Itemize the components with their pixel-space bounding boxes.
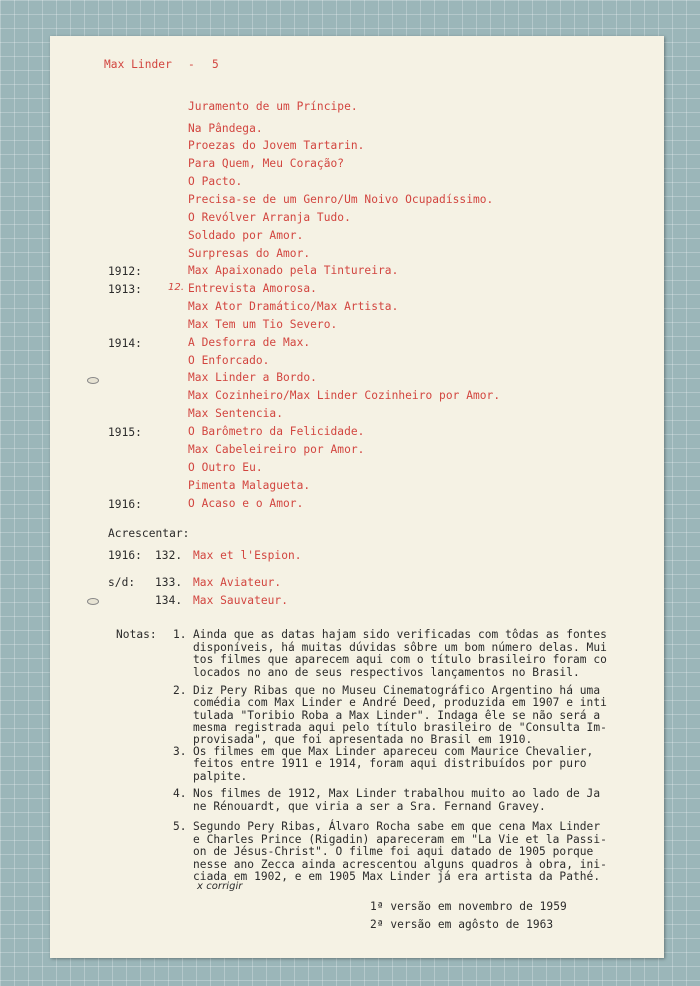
film-title: Pimenta Malagueta. xyxy=(188,479,311,492)
film-title: O Barômetro da Felicidade. xyxy=(188,425,365,438)
film-title: Max Ator Dramático/Max Artista. xyxy=(188,300,399,313)
note-line: e Charles Prince (Rigadin) apareceram em "La Vie et la Passi- xyxy=(193,832,607,846)
film-year: 1916: xyxy=(108,498,142,511)
film-title: O Outro Eu. xyxy=(188,461,263,474)
note-line: Segundo Pery Ribas, Álvaro Rocha sabe em que cena Max Linder xyxy=(193,820,601,833)
note-line: tos filmes que aparecem aqui com o título brasileiro foram co xyxy=(193,653,607,667)
acrescentar-title: Max Sauvateur. xyxy=(193,594,288,607)
film-title: Max Tem um Tio Severo. xyxy=(188,318,338,331)
notes-label: Notas: xyxy=(116,628,157,641)
note-number: 4. xyxy=(173,787,187,800)
note-line: feitos entre 1911 e 1914, foram aqui distribuídos por puro xyxy=(193,757,587,771)
note-line: palpite. xyxy=(193,769,248,783)
header-separator: - xyxy=(188,58,195,71)
note-line: locados no ano de seus respectivos lançamentos no Brasil. xyxy=(193,665,580,679)
acrescentar-number: 132. xyxy=(155,549,183,562)
handwritten-note: x corrigir xyxy=(197,881,243,892)
version-line: 1ª versão em novembro de 1959 xyxy=(370,900,567,913)
film-title: Max Linder a Bordo. xyxy=(188,371,317,384)
note-line: ciada em 1902, e em 1905 Max Linder já era artista da Pathé. xyxy=(193,870,601,884)
note-line: on de Jésus-Christ". O filme foi aqui datado de 1905 porque xyxy=(193,845,594,859)
note-line: Ainda que as datas hajam sido verificadas com tôdas as fontes xyxy=(193,628,607,641)
film-title: Proezas do Jovem Tartarin. xyxy=(188,139,365,152)
header-name: Max Linder xyxy=(104,58,172,71)
acrescentar-heading: Acrescentar: xyxy=(108,527,190,540)
film-title: O Enforcado. xyxy=(188,354,270,367)
film-title: Entrevista Amorosa. xyxy=(188,282,317,295)
punch-hole xyxy=(87,377,99,384)
film-title: Para Quem, Meu Coração? xyxy=(188,157,345,170)
film-title: Precisa-se de um Genro/Um Noivo Ocupadíssimo. xyxy=(188,193,494,206)
note-number: 1. xyxy=(173,628,187,641)
note-line: disponíveis, há muitas dúvidas sôbre um bom número delas. Mui xyxy=(193,640,607,654)
film-title: Max Apaixonado pela Tintureira. xyxy=(188,264,399,277)
note-line: mesma registrada aqui pelo título brasileiro de "Consulta Im- xyxy=(193,720,607,734)
acrescentar-title: Max et l'Espion. xyxy=(193,549,302,562)
version-line: 2ª versão em agôsto de 1963 xyxy=(370,918,554,931)
handwritten-margin-mark: 12. xyxy=(168,282,185,293)
film-title: Na Pândega. xyxy=(188,122,263,135)
note-line: provisada", que foi apresentada no Brasil em 1910. xyxy=(193,733,533,747)
film-year: 1913: xyxy=(108,283,142,296)
header-page-number: 5 xyxy=(212,58,219,71)
note-line: Os filmes em que Max Linder apareceu com Maurice Chevalier, xyxy=(193,745,594,758)
film-title: Max Cabeleireiro por Amor. xyxy=(188,443,365,456)
acrescentar-title: Max Aviateur. xyxy=(193,576,282,589)
film-title: A Desforra de Max. xyxy=(188,336,311,349)
note-line: ne Rénouardt, que viria a ser a Sra. Fernand Gravey. xyxy=(193,799,546,813)
note-line: comédia com Max Linder e André Deed, produzida em 1907 e inti xyxy=(193,696,607,710)
film-title: Max Cozinheiro/Max Linder Cozinheiro por Amor. xyxy=(188,389,501,402)
film-title: Soldado por Amor. xyxy=(188,229,304,242)
film-year: 1914: xyxy=(108,337,142,350)
acrescentar-number: 134. xyxy=(155,594,183,607)
punch-hole xyxy=(87,598,99,605)
film-title: O Pacto. xyxy=(188,175,243,188)
film-title: O Acaso e o Amor. xyxy=(188,497,304,510)
film-year: 1915: xyxy=(108,426,142,439)
document-page xyxy=(50,36,664,958)
acrescentar-number: 133. xyxy=(155,576,183,589)
acrescentar-year: 1916: xyxy=(108,549,142,562)
film-year: 1912: xyxy=(108,265,142,278)
note-line: nesse ano Zecca ainda acrescentou alguns quadros à obra, ini- xyxy=(193,857,607,871)
film-title: Max Sentencia. xyxy=(188,407,283,420)
film-title: Juramento de um Príncipe. xyxy=(188,100,358,113)
note-line: tulada "Toribio Roba a Max Linder". Indaga êle se não será a xyxy=(193,708,601,722)
note-number: 2. xyxy=(173,684,187,697)
film-title: Surpresas do Amor. xyxy=(188,247,311,260)
note-number: 5. xyxy=(173,820,187,833)
note-line: Diz Pery Ribas que no Museu Cinematográfico Argentino há uma xyxy=(193,684,601,697)
note-number: 3. xyxy=(173,745,187,758)
note-line: Nos filmes de 1912, Max Linder trabalhou muito ao lado de Ja xyxy=(193,787,601,800)
film-title: O Revólver Arranja Tudo. xyxy=(188,211,351,224)
acrescentar-year: s/d: xyxy=(108,576,136,589)
